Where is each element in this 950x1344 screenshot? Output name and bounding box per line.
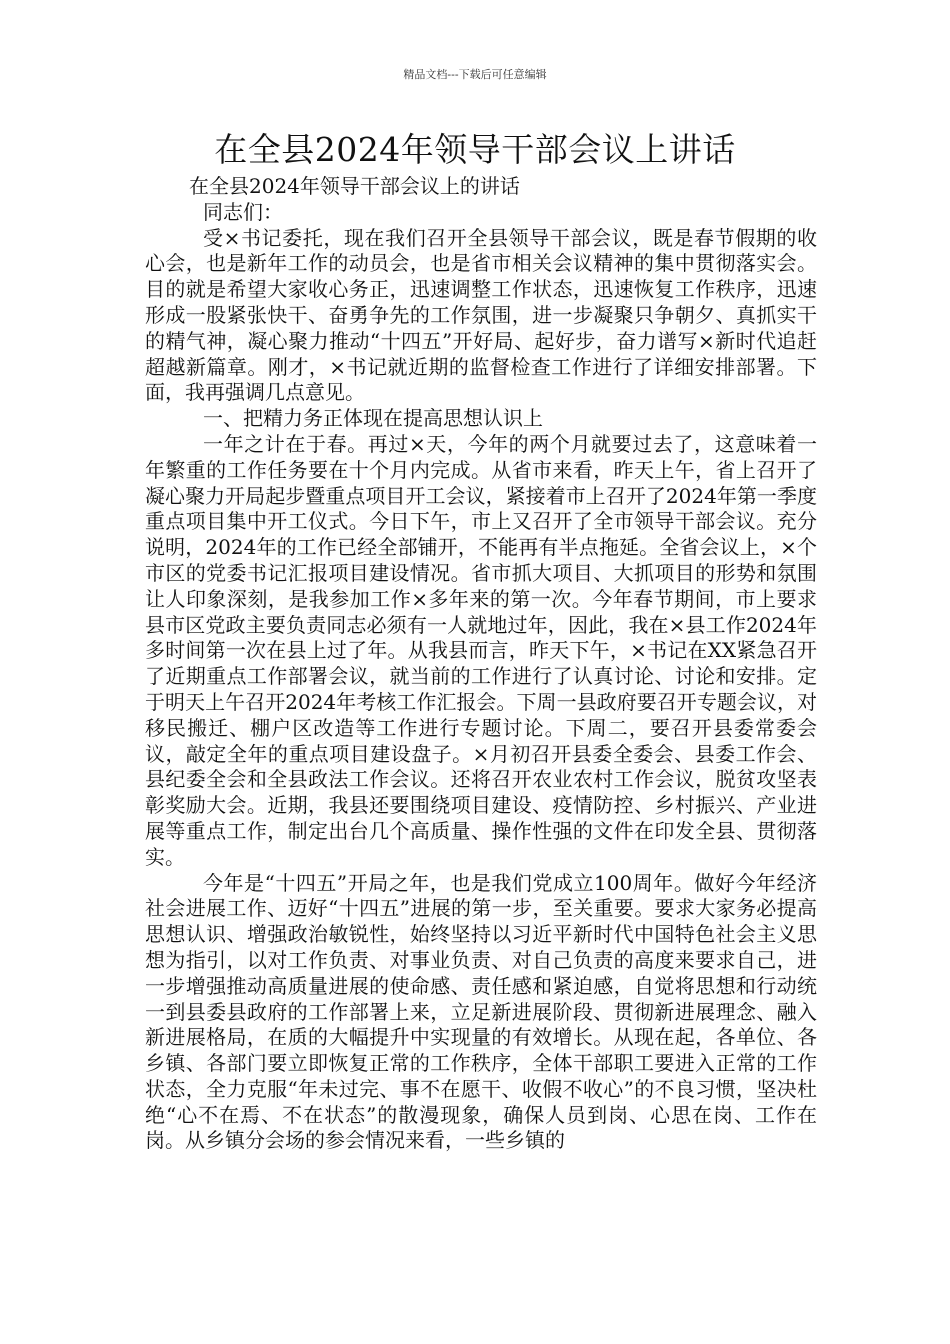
page-title: 在全县2024年领导干部会议上讲话 bbox=[214, 130, 736, 169]
paragraph: 今年是“十四五”开局之年，也是我们党成立100周年。做好今年经济社会进展工作、迈好“十四五”进展的第一步，至关重要。要求大家务必提高思想认识、增强政治敏锐性，始终坚持以习近平新时代中国特色社会主义思想为指引，以对工作负责、对事业负责、对自己负责的高度来要求自己，进一步增强推动高质量进展的使命感、责任感和紧迫感，自觉将思想和行动统一到县委县政府的工作部署上来，立足新进展阶段、贯彻新进展理念、融入新进展格局，在质的大幅提升中实现量的有效增长。从现在起，各单位、各乡镇、各部门要立即恢复正常的工作秩序，全体干部职工要进入正常的工作状态，全力克服“年未过完、事不在愿干、收假不收心”的不良习惯，坚决杜绝“心不在焉、不在状态”的散漫现象，确保人员到岗、心思在岗、工作在岗。从乡镇分会场的参会情况来看，一些乡镇的 bbox=[145, 870, 817, 1153]
header-note: 精品文档---下载后可任意编辑 bbox=[403, 68, 547, 81]
subtitle: 在全县2024年领导干部会议上的讲话 bbox=[189, 174, 520, 198]
document-body bbox=[145, 174, 817, 1154]
section-heading: 一、把精力务正体现在提高思想认识上 bbox=[203, 406, 543, 431]
salutation: 同志们： bbox=[203, 199, 283, 224]
paragraph: 受×书记委托，现在我们召开全县领导干部会议，既是春节假期的收心会，也是新年工作的动员会，也是省市相关会议精神的集中贯彻落实会。目的就是希望大家收心务正，迅速调整工作状态，迅速恢复工作秩序，迅速形成一股紧张快干、奋勇争先的工作氛围，进一步凝聚只争朝夕、真抓实干的精气神，凝心聚力推动“十四五”开好局、起好步，奋力谱写×新时代追赶超越新篇章。刚才，×书记就近期的监督检查工作进行了详细安排部署。下面，我再强调几点意见。 bbox=[145, 225, 817, 405]
paragraph: 一年之计在于春。再过×天，今年的两个月就要过去了，这意味着一年繁重的工作任务要在十个月内完成。从省市来看，昨天上午，省上召开了凝心聚力开局起步暨重点项目开工会议，紧接着市上召开了2024年第一季度重点项目集中开工仪式。今日下午，市上又召开了全市领导干部会议。充分说明，2024年的工作已经全部铺开，不能再有半点拖延。全省会议上，×个市区的党委书记汇报项目建设情况。省市抓大项目、大抓项目的形势和氛围让人印象深刻，是我参加工作×多年来的第一次。今年春节期间，市上要求县市区党政主要负责同志必须有一人就地过年，因此，我在×县工作2024年多时间第一次在县上过了年。从我县而言，昨天下午，×书记在XX紧急召开了近期重点工作部署会议，就当前的工作进行了认真讨论、讨论和安排。定于明天上午召开2024年考核工作汇报会。下周一县政府要召开专题会议，对移民搬迁、棚户区改造等工作进行专题讨论。下周二，要召开县委常委会议，敲定全年的重点项目建设盘子。×月初召开县委全委会、县委工作会、县纪委全会和全县政法工作会议。还将召开农业农村工作会议，脱贫攻坚表彰奖励大会。近期，我县还要围绕项目建设、疫情防控、乡村振兴、产业进展等重点工作，制定出台几个高质量、操作性强的文件在印发全县、贯彻落实。 bbox=[145, 431, 817, 869]
